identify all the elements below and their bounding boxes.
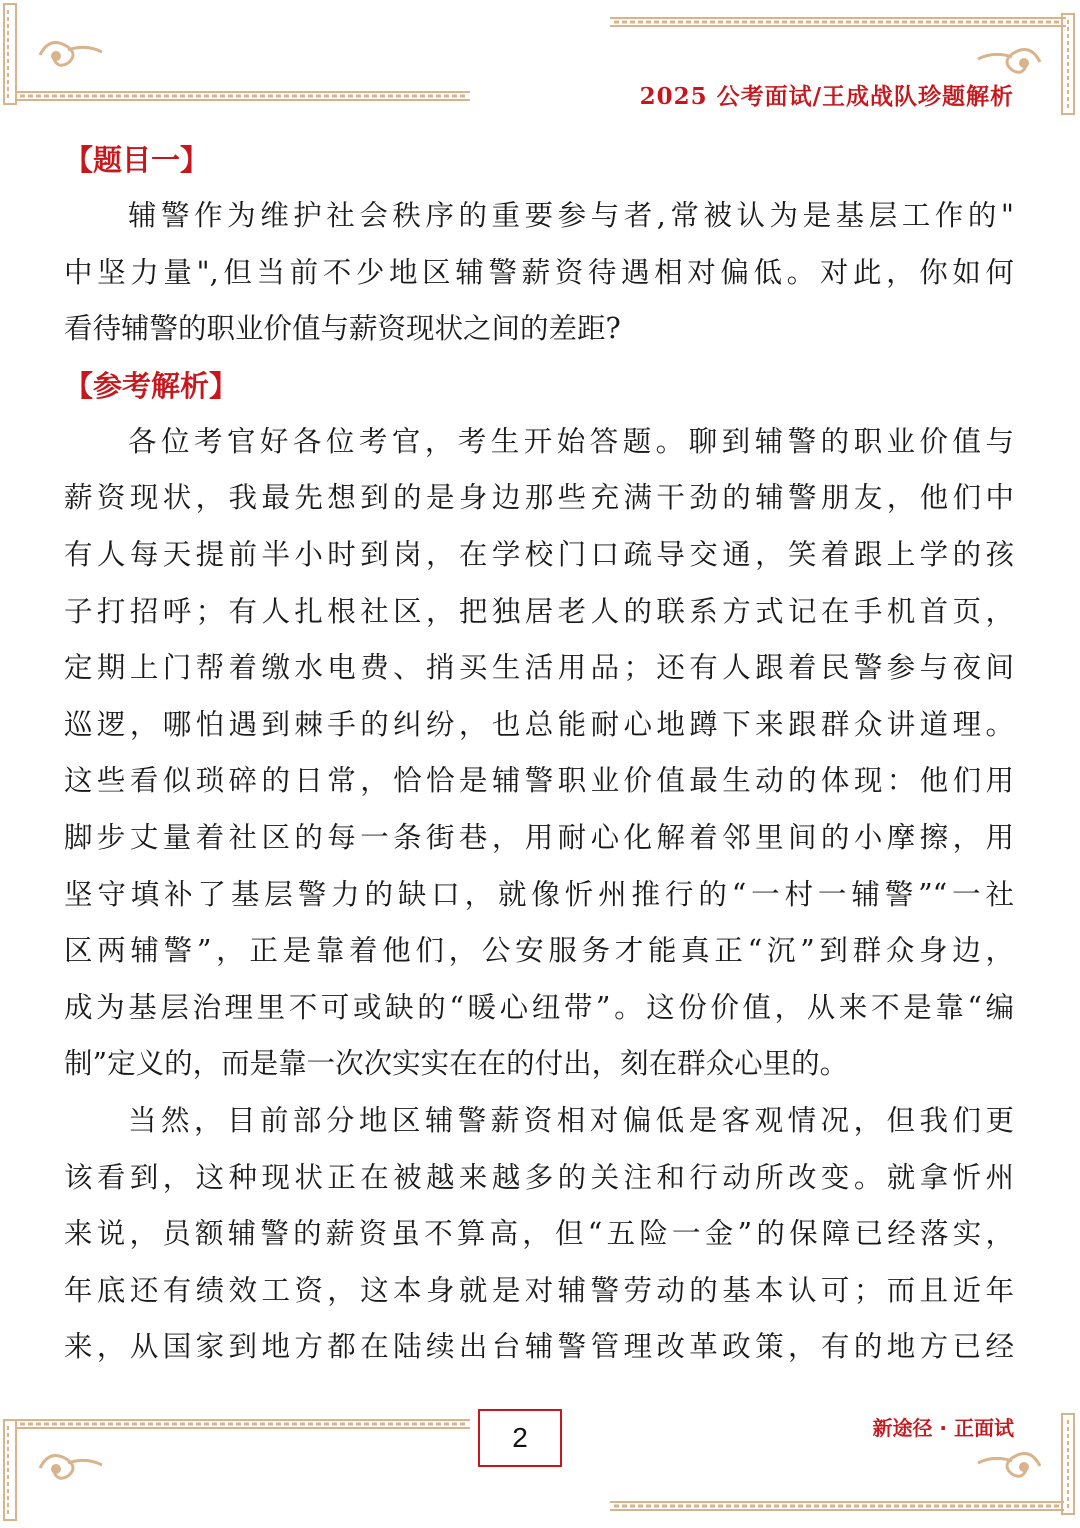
answer-line: 制”定义的，而是靠一次次实实在在的付出，刻在群众心里的。: [64, 1047, 849, 1081]
answer-line: 坚守填补了基层警力的缺口，就像忻州推行的“一村一辅警”“一社: [64, 877, 1014, 911]
answer-line: 年底还有绩效工资，这本身就是对辅警劳动的基本认可；而且近年: [64, 1273, 1014, 1307]
question-line: 看待辅警的职业价值与薪资现状之间的差距?: [64, 312, 621, 346]
top-left-ornament: [0, 0, 480, 110]
answer-line: 区两辅警”，正是靠着他们，公安服务才能真正“沉”到群众身边，: [64, 934, 1014, 968]
answer-line: 巡逻，哪怕遇到棘手的纠纷，也总能耐心地蹲下来跟群众讲道理。: [64, 707, 1014, 741]
answer-line: 该看到，这种现状正在被越来越多的关注和行动所改变。就拿忻州: [64, 1160, 1014, 1194]
header-title: 2025 公考面试/王成战队珍题解析: [639, 83, 1014, 110]
answer-line: 有人每天提前半小时到岗，在学校门口疏导交通，笑着跟上学的孩: [64, 537, 1014, 571]
answer-line: 各位考官好各位考官，考生开始答题。聊到辅警的职业价值与: [128, 424, 1014, 458]
question-line: 辅警作为维护社会秩序的重要参与者,常被认为是基层工作的": [128, 199, 1014, 232]
answer-line: 子打招呼；有人扎根社区，把独居老人的联系方式记在手机首页，: [64, 594, 1014, 628]
answer-line: 来说，员额辅警的薪资虽不算高，但“五险一金”的保障已经落实，: [64, 1217, 1014, 1251]
answer-heading: 【参考解析】: [64, 368, 239, 403]
answer-text: [64, 414, 1014, 1376]
footer-brand: 新途径 · 正面试: [872, 1416, 1014, 1440]
page-number: 2: [478, 1409, 562, 1467]
answer-line: 定期上门帮着缴水电费、捎买生活用品；还有人跟着民警参与夜间: [64, 651, 1014, 685]
answer-line: 这些看似琐碎的日常，恰恰是辅警职业价值最生动的体现：他们用: [64, 764, 1014, 798]
question-heading: 【题目一】: [64, 143, 210, 177]
answer-line: 薪资现状，我最先想到的是身边那些充满干劲的辅警朋友，他们中: [64, 481, 1014, 515]
answer-line: 当然，目前部分地区辅警薪资相对偏低是客观情况，但我们更: [128, 1103, 1014, 1137]
answer-line: 成为基层治理里不可或缺的“暖心纽带”。这份价值，从来不是靠“编: [64, 990, 1014, 1024]
question-line: 中坚力量",但当前不少地区辅警薪资待遇相对偏低。对此，你如何: [64, 255, 1014, 289]
bottom-left-ornament: [0, 1410, 480, 1528]
content-body: [64, 132, 1014, 1376]
answer-line: 脚步丈量着社区的每一条街巷，用耐心化解着邻里间的小摩擦，用: [64, 820, 1014, 854]
answer-line: 来，从国家到地方都在陆续出台辅警管理改革政策，有的地方已经: [64, 1330, 1014, 1364]
question-text: [64, 188, 1014, 358]
